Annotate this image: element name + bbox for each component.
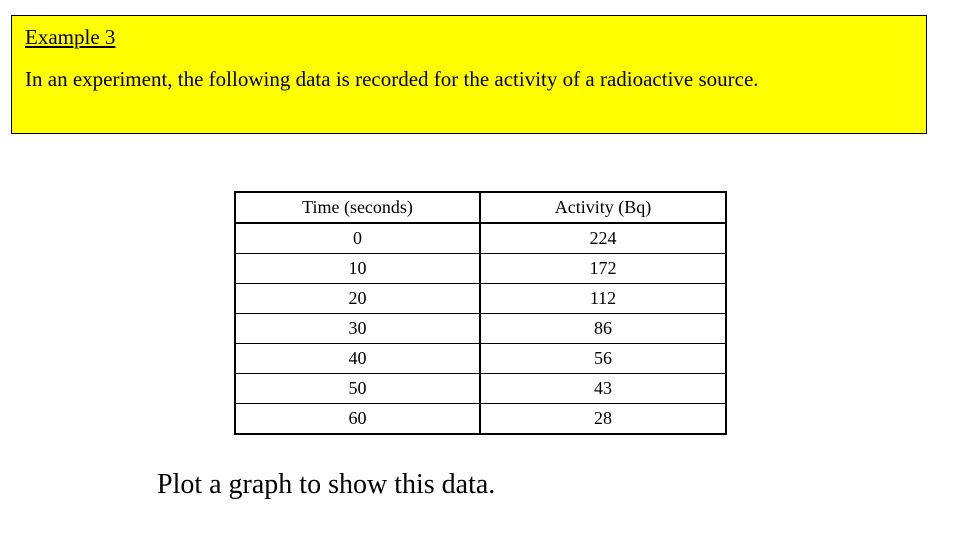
header-time: Time (seconds) <box>235 192 480 223</box>
table-header-row <box>235 192 726 223</box>
table-row <box>235 344 726 374</box>
activity-cell: 43 <box>480 374 726 404</box>
time-cell: 60 <box>235 404 480 435</box>
table-row <box>235 223 726 254</box>
time-cell: 0 <box>235 223 480 254</box>
time-cell: 50 <box>235 374 480 404</box>
activity-cell: 56 <box>480 344 726 374</box>
example-title: Example 3 <box>25 25 116 49</box>
time-cell: 20 <box>235 284 480 314</box>
table-row <box>235 284 726 314</box>
activity-cell: 28 <box>480 404 726 435</box>
header-activity: Activity (Bq) <box>480 192 726 223</box>
instruction-text: Plot a graph to show this data. <box>157 469 496 500</box>
table-row <box>235 254 726 284</box>
activity-cell: 112 <box>480 284 726 314</box>
data-table <box>234 191 727 435</box>
table-row <box>235 314 726 344</box>
table-row <box>235 374 726 404</box>
example-box <box>11 15 927 134</box>
time-cell: 10 <box>235 254 480 284</box>
activity-cell: 172 <box>480 254 726 284</box>
example-text: In an experiment, the following data is recorded for the activity of a radioactive source. <box>25 67 759 91</box>
table-row <box>235 404 726 435</box>
activity-cell: 224 <box>480 223 726 254</box>
time-cell: 40 <box>235 344 480 374</box>
time-cell: 30 <box>235 314 480 344</box>
activity-cell: 86 <box>480 314 726 344</box>
